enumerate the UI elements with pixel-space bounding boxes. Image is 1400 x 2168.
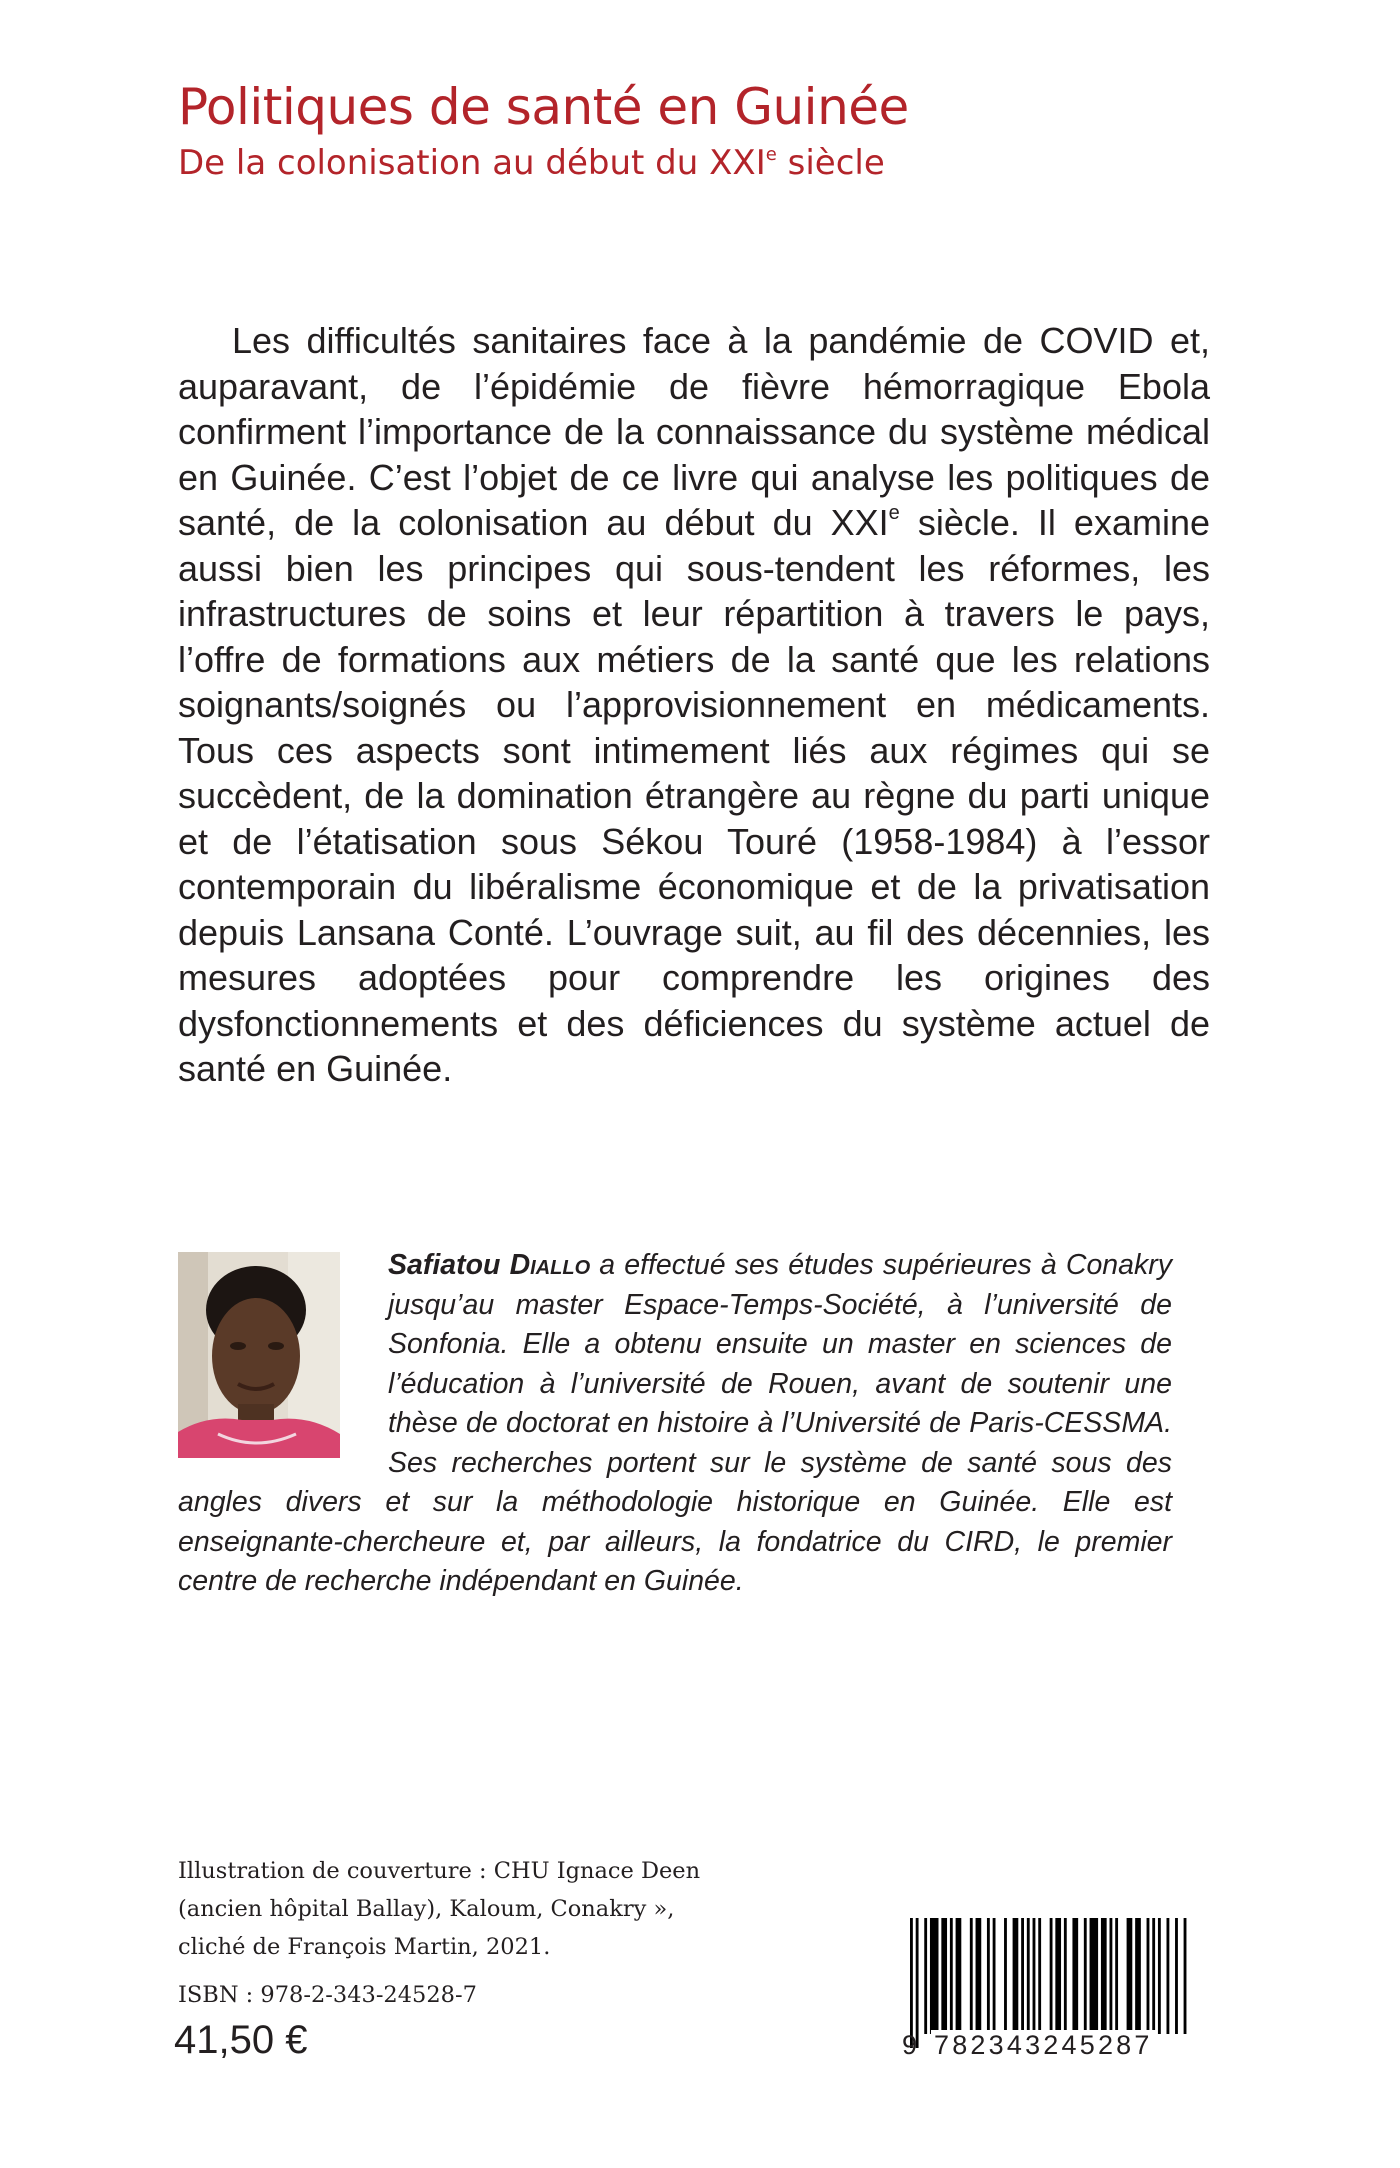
barcode-bar — [1050, 1918, 1053, 2048]
barcode-bar — [1167, 1918, 1170, 2034]
barcode-bar — [1021, 1918, 1024, 2034]
barcode-bar — [1175, 1918, 1178, 2034]
barcode-bar — [970, 1918, 973, 2034]
barcode-digits: 782343245287 — [931, 2030, 1156, 2060]
barcode-bar — [1038, 1918, 1041, 2048]
barcode-bar — [1135, 1918, 1141, 2034]
barcode-bar — [987, 1918, 990, 2034]
barcode-bar — [930, 1918, 939, 2034]
barcode-bar — [950, 1918, 953, 2034]
book-subtitle — [178, 143, 885, 183]
barcode-bar — [956, 1918, 962, 2034]
summary-part-1: Les difficultés sanitaires face à la pandémie de COVID et, auparavant, de l’épidémie de fièvre hémorragique Ebola confirment l’importance de la connaissance du système médical en Guinée. C’est l’objet de ce livre qui analyse les politiques de santé, de la colonisation au début du XXI — [178, 320, 1210, 543]
barcode-bar — [1064, 1918, 1067, 2034]
barcode-bar — [1152, 1918, 1155, 2048]
cover-illustration-credit — [178, 1852, 778, 1966]
barcode-bar — [1004, 1918, 1007, 2034]
barcode-bar — [1013, 1918, 1019, 2034]
barcode — [904, 1918, 1202, 2048]
credit-line: cliché de François Martin, 2021. — [178, 1934, 551, 1960]
barcode-bar — [1055, 1918, 1061, 2034]
barcode-bar — [1027, 1918, 1030, 2034]
author-first-name: Safiatou — [388, 1249, 501, 1281]
barcode-bar — [1084, 1918, 1087, 2034]
subtitle-main: De la colonisation au début du XXI — [178, 143, 766, 183]
barcode-bar — [1158, 1918, 1161, 2034]
barcode-bar — [1147, 1918, 1150, 2034]
author-bio-text: a effectué ses études supérieures à Conakry jusqu’au master Espace-Temps-Société, à l’université de Sonfonia. Elle a obtenu ensuite un master en sciences de l’éducation à l’université de Rouen, avant de soutenir une thèse de doctorat en histoire à l’Université de Paris-CESSMA. Ses recherches portent sur le système de santé sous des angles divers et sur la méthodologie historique en Guinée. Elle est enseignante-chercheure et, par ailleurs, la fondatrice du CIRD, le premier centre de recherche indépendant en Guinée. — [178, 1249, 1173, 1597]
price: 41,50 € — [174, 2018, 308, 2062]
barcode-bar — [1110, 1918, 1113, 2034]
barcode-bar — [1072, 1918, 1078, 2034]
barcode-bar — [1033, 1918, 1036, 2048]
subtitle-end: siècle — [776, 143, 885, 183]
author-biography — [178, 1246, 1172, 1602]
barcode-bar — [993, 1918, 996, 2034]
book-summary — [178, 318, 1210, 1092]
subtitle-superscript: e — [765, 144, 777, 165]
barcode-bar — [1090, 1918, 1099, 2034]
barcode-bar — [1184, 1918, 1187, 2034]
book-title: Politiques de santé en Guinée — [178, 78, 909, 136]
credit-line: Illustration de couverture : CHU Ignace Deen — [178, 1858, 701, 1884]
barcode-bar — [924, 1918, 927, 2034]
barcode-bar — [1101, 1918, 1107, 2034]
summary-part-2: siècle. Il examine aussi bien les principes qui sous-tendent les réformes, les infrastructures de soins et leur répartition à travers le pays, l’offre de formations aux métiers de la santé que les relations soignants/soignés ou l’approvisionnement en médicaments. Tous ces aspects sont intimement liés aux régimes qui se succèdent, de la domination étrangère au règne du parti unique et de l’étatisation sous Sékou Touré (1958-1984) à l’essor contemporain du libéralisme économique et de la privatisation depuis Lansana Conté. L’ouvrage suit, au fil des décennies, les mesures adoptées pour comprendre les origines des dysfonctionnements et des déficiences du système actuel de santé en Guinée. — [178, 502, 1211, 1089]
barcode-bar — [910, 1918, 913, 2048]
summary-superscript: e — [888, 502, 900, 524]
credit-line: (ancien hôpital Ballay), Kaloum, Conakry », — [178, 1896, 675, 1922]
barcode-bar — [941, 1918, 947, 2034]
barcode-bar — [1115, 1918, 1118, 2034]
barcode-bar — [916, 1918, 919, 2048]
author-last-name: Diallo — [509, 1249, 591, 1281]
barcode-bar — [976, 1918, 982, 2034]
barcode-first-digit: 9 — [902, 2030, 918, 2060]
barcode-bar — [1127, 1918, 1133, 2034]
isbn: ISBN : 978-2-343-24528-7 — [178, 1982, 477, 2008]
